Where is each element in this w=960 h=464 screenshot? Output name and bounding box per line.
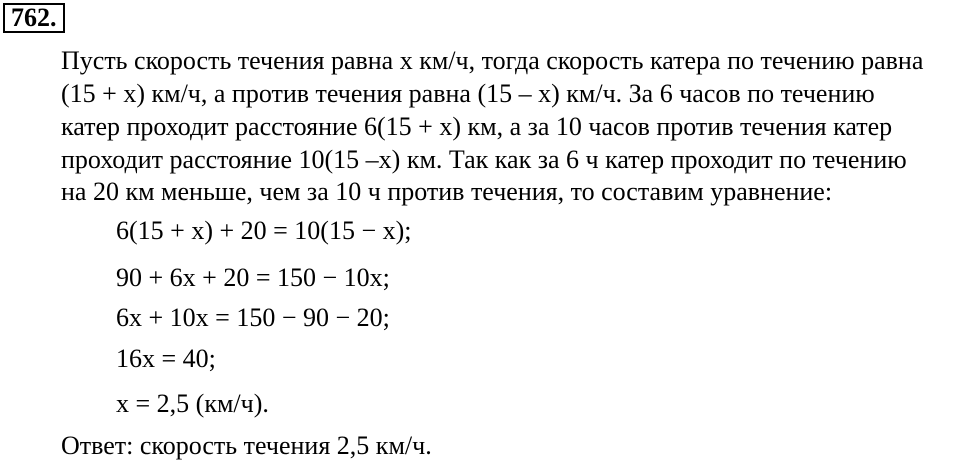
equation-line: 90 + 6x + 20 = 150 − 10x; xyxy=(116,263,390,292)
equation-line: 6x + 10x = 150 − 90 − 20; xyxy=(116,303,390,332)
solution-text-line: Пусть скорость течения равна x км/ч, тогда скорость катера по течению равна xyxy=(61,46,924,75)
equation-line: x = 2,5 (км/ч). xyxy=(116,389,269,418)
solution-text-line: на 20 км меньше, чем за 10 ч против течения, то составим уравнение: xyxy=(61,177,833,206)
solution-text-line: (15 + x) км/ч, а против течения равна (15 – x) км/ч. За 6 часов по течению xyxy=(61,79,875,108)
equation-line: 16x = 40; xyxy=(116,344,216,373)
answer-line: Ответ: скорость течения 2,5 км/ч. xyxy=(61,431,432,460)
equation-line: 6(15 + x) + 20 = 10(15 − x); xyxy=(116,216,412,245)
solution-text-line: проходит расстояние 10(15 –x) км. Так как за 6 ч катер проходит по течению xyxy=(61,145,907,174)
problem-number: 762. xyxy=(3,3,65,33)
solution-text-line: катер проходит расстояние 6(15 + x) км, а за 10 часов против течения катер xyxy=(61,112,893,141)
